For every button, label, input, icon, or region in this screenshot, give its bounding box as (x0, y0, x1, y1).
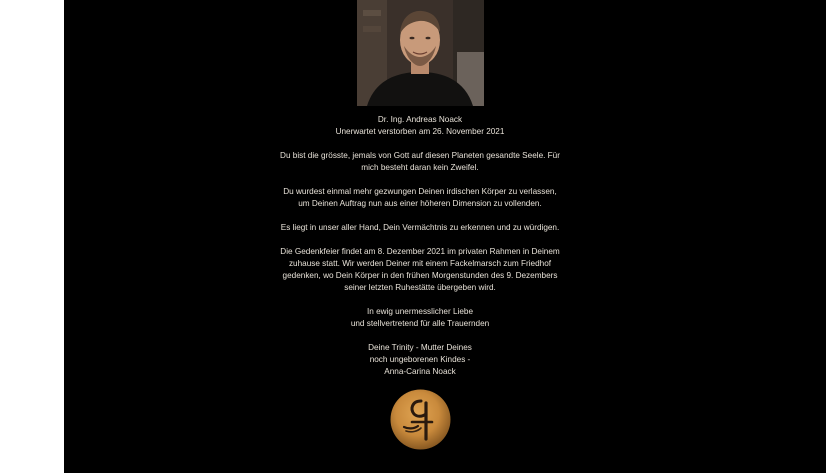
obituary-text (244, 114, 596, 378)
left-margin (0, 0, 64, 473)
text-line: gedenken, wo Dein Körper in den frühen Morgenstunden des 9. Dezembers (282, 271, 558, 280)
ankh-emblem-icon (390, 389, 451, 450)
portrait-illustration (357, 0, 484, 106)
text-line: In ewig unermesslicher Liebe (366, 307, 474, 316)
text-line: mich besteht daran kein Zweifel. (361, 163, 479, 172)
text-line: Du wurdest einmal mehr gezwungen Deinen irdischen Körper zu verlassen, (283, 187, 557, 196)
text-line: Anna-Carina Noack (384, 367, 456, 376)
obituary-page (64, 0, 826, 473)
text-line: noch ungeborenen Kindes - (369, 355, 471, 364)
text-line: Deine Trinity - Mutter Deines (368, 343, 472, 352)
text-line: zuhause statt. Wir werden Deiner mit einem Fackelmarsch zum Friedhof (288, 259, 552, 268)
text-line: seiner letzten Ruhestätte übergeben wird. (344, 283, 496, 292)
paragraph-4 (244, 246, 596, 294)
text-line: um Deinen Auftrag nun aus einer höheren Dimension zu vollenden. (298, 199, 542, 208)
text-line: Du bist die grösste, jemals von Gott auf diesen Planeten gesandte Seele. Für (280, 151, 560, 160)
paragraph-2 (244, 186, 596, 210)
portrait-photo (357, 0, 484, 106)
text-line: Es liegt in unser aller Hand, Dein Vermächtnis zu erkennen und zu würdigen. (280, 223, 560, 232)
paragraph-3 (244, 222, 596, 234)
death-date: Unerwartet verstorben am 26. November 2021 (335, 127, 505, 136)
paragraph-1 (244, 150, 596, 174)
text-line: und stellvertretend für alle Trauernden (350, 319, 490, 328)
right-margin (826, 0, 840, 473)
deceased-name: Dr. Ing. Andreas Noack (377, 115, 463, 124)
signature-block (244, 342, 596, 378)
header-block (244, 114, 596, 138)
closing-block (244, 306, 596, 330)
text-line: Die Gedenkfeier findet am 8. Dezember 2021 im privaten Rahmen in Deinem (280, 247, 560, 256)
